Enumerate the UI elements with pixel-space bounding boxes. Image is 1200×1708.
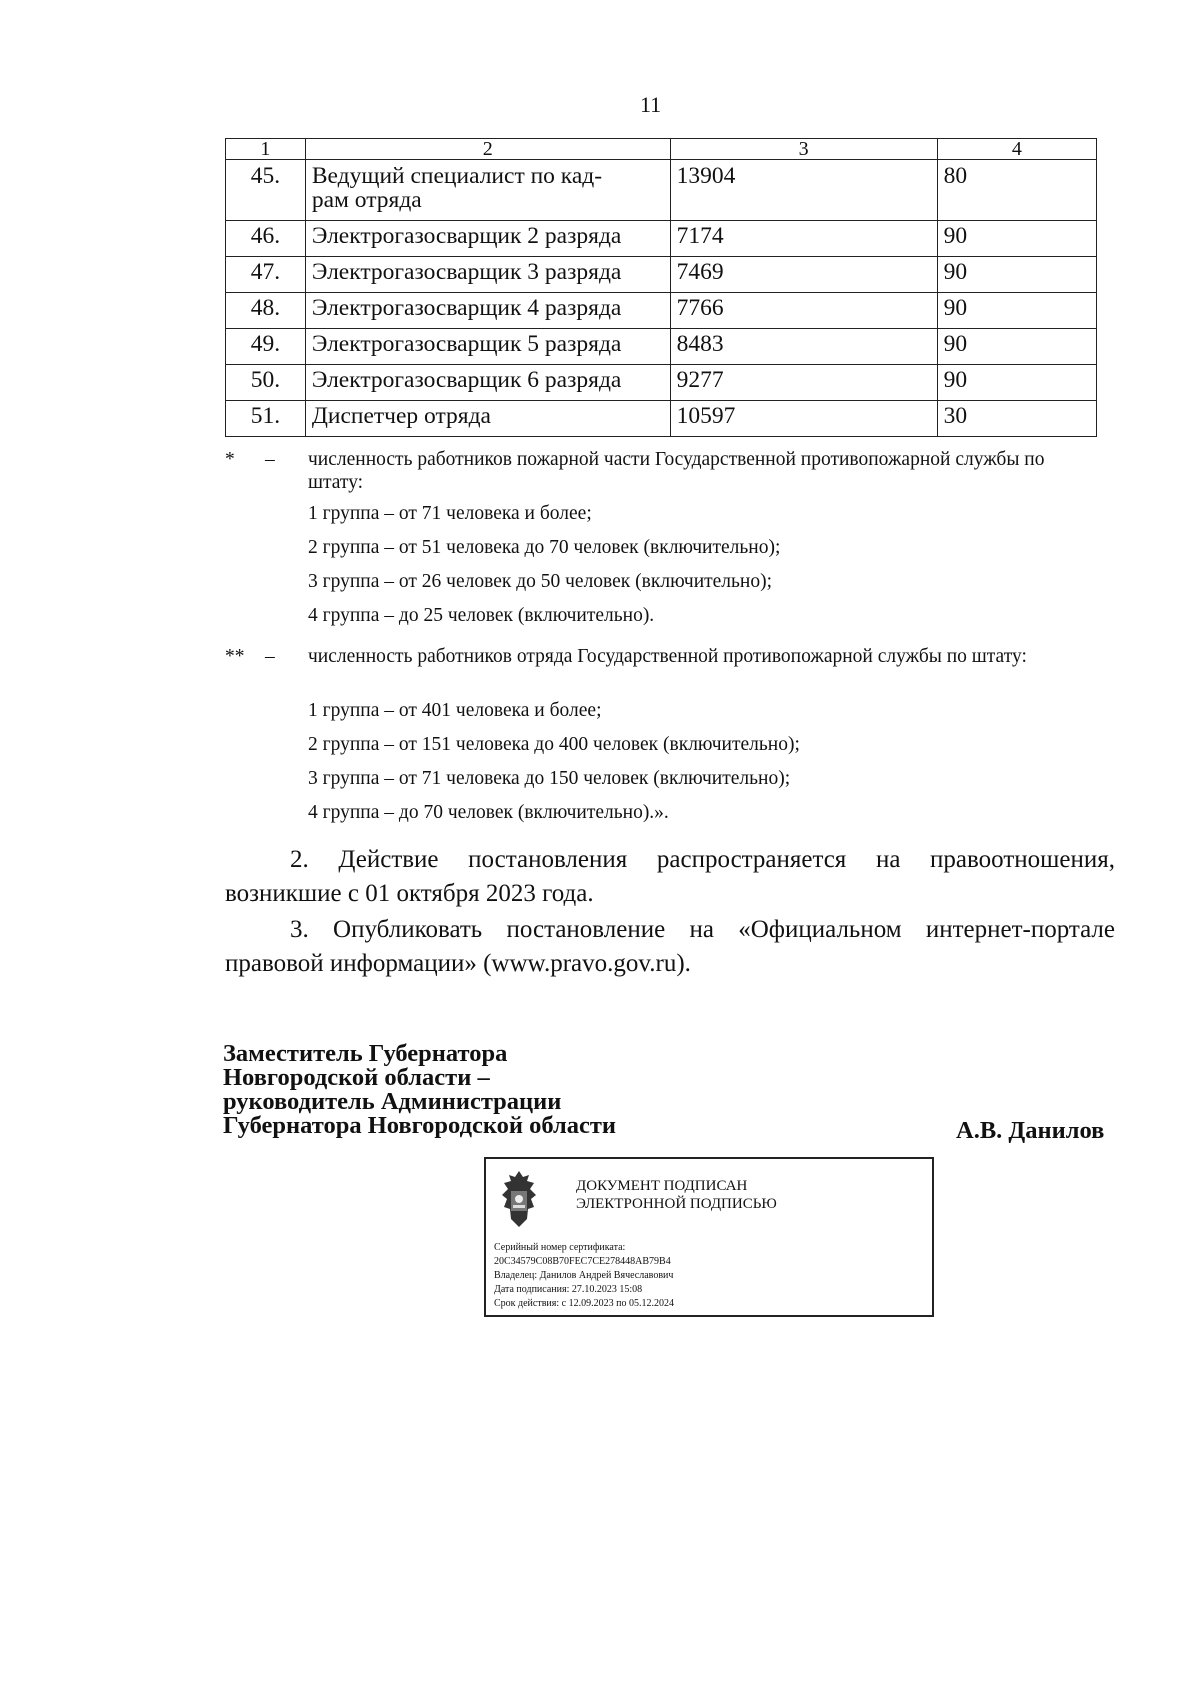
table-row xyxy=(226,329,1097,365)
page-number: 11 xyxy=(640,92,662,117)
table-row xyxy=(226,160,1097,221)
footnote-dash: – xyxy=(265,449,275,470)
salary-cell: 7174 xyxy=(670,221,937,257)
value-cell: 90 xyxy=(937,365,1096,401)
table-row xyxy=(226,221,1097,257)
footnote-item: 3 группа – от 26 человек до 50 человек (включительно); xyxy=(308,571,773,592)
row-number: 51. xyxy=(226,401,306,437)
position-name: Электрогазосварщик 4 разряда xyxy=(305,293,670,329)
position-name-line: рам отряда xyxy=(311,187,422,213)
salary-cell: 13904 xyxy=(670,160,937,221)
position-name: Электрогазосварщик 5 разряда xyxy=(305,329,670,365)
signatory-position-line: Новгородской области – xyxy=(223,1064,490,1091)
paragraph-publication: 3. Опубликовать постановление на «Официальном интернет-портале правовой информации» (www.pravo.gov.ru). xyxy=(225,916,1115,977)
salary-cell: 8483 xyxy=(670,329,937,365)
table-row xyxy=(226,293,1097,329)
footnote-text: численность работников пожарной части Государственной противопожарной службы по штату: xyxy=(308,449,1045,493)
table-row xyxy=(226,401,1097,437)
stamp-details xyxy=(494,1241,674,1311)
footnote-item: 1 группа – от 71 человека и более; xyxy=(308,503,592,524)
table-header-cell: 2 xyxy=(305,139,670,160)
footnote-item: 4 группа – до 25 человек (включительно). xyxy=(308,605,655,626)
stamp-title-line: ДОКУМЕНТ ПОДПИСАН xyxy=(576,1178,748,1194)
signatory-position-line: Заместитель Губернатора xyxy=(223,1040,508,1067)
stamp-owner: Владелец: Данилов Андрей Вячеславович xyxy=(494,1270,674,1281)
salary-cell: 9277 xyxy=(670,365,937,401)
signatory-name: А.В. Данилов xyxy=(956,1117,1105,1144)
footnote-text: численность работников отряда Государственной противопожарной службы по штату: xyxy=(308,646,1027,667)
row-number: 47. xyxy=(226,257,306,293)
footnote-mark: * xyxy=(225,449,235,470)
position-name: Электрогазосварщик 6 разряда xyxy=(305,365,670,401)
stamp-cert-label: Серийный номер сертификата: xyxy=(494,1242,626,1253)
salary-cell: 10597 xyxy=(670,401,937,437)
table-row xyxy=(226,257,1097,293)
footnote-item: 4 группа – до 70 человек (включительно).». xyxy=(308,802,669,823)
table-header-row xyxy=(226,139,1097,160)
position-name-line: Ведущий специалист по кад- xyxy=(311,163,603,189)
coat-of-arms-icon xyxy=(494,1169,544,1229)
value-cell: 90 xyxy=(937,329,1096,365)
table-row xyxy=(226,365,1097,401)
value-cell: 30 xyxy=(937,401,1096,437)
footnote-item: 2 группа – от 51 человека до 70 человек (включительно); xyxy=(308,537,781,558)
value-cell: 90 xyxy=(937,257,1096,293)
footnote-item: 2 группа – от 151 человека до 400 человек (включительно); xyxy=(308,734,800,755)
value-cell: 90 xyxy=(937,293,1096,329)
footnote-item: 1 группа – от 401 человека и более; xyxy=(308,700,602,721)
signatory-position xyxy=(223,1042,616,1138)
value-cell: 80 xyxy=(937,160,1096,221)
positions-table xyxy=(225,138,1097,437)
row-number: 45. xyxy=(226,160,306,221)
row-number: 49. xyxy=(226,329,306,365)
position-name: Диспетчер отряда xyxy=(305,401,670,437)
position-name: Электрогазосварщик 3 разряда xyxy=(305,257,670,293)
signatory-position-line: руководитель Администрации xyxy=(223,1088,562,1115)
row-number: 50. xyxy=(226,365,306,401)
paragraph-effective-date: 2. Действие постановления распространяется на правоотношения, возникшие с 01 октября 2023 года. xyxy=(225,846,1115,907)
row-number: 48. xyxy=(226,293,306,329)
stamp-validity: Срок действия: с 12.09.2023 по 05.12.2024 xyxy=(494,1298,674,1309)
table-header-cell: 3 xyxy=(670,139,937,160)
position-name xyxy=(305,160,670,221)
stamp-cert-serial: 20C34579C08B70FEC7CE278448AB79B4 xyxy=(494,1256,671,1267)
footnote-dash: – xyxy=(265,646,275,667)
position-name: Электрогазосварщик 2 разряда xyxy=(305,221,670,257)
electronic-signature-stamp xyxy=(484,1157,934,1317)
footnote-item: 3 группа – от 71 человека до 150 человек (включительно); xyxy=(308,768,791,789)
stamp-signed-date: Дата подписания: 27.10.2023 15:08 xyxy=(494,1284,643,1295)
footnote-mark: ** xyxy=(225,646,245,667)
stamp-title xyxy=(576,1177,777,1213)
table-header-cell: 4 xyxy=(937,139,1096,160)
value-cell: 90 xyxy=(937,221,1096,257)
row-number: 46. xyxy=(226,221,306,257)
signatory-position-line: Губернатора Новгородской области xyxy=(223,1112,617,1139)
table-header-cell: 1 xyxy=(226,139,306,160)
salary-cell: 7766 xyxy=(670,293,937,329)
salary-cell: 7469 xyxy=(670,257,937,293)
stamp-title-line: ЭЛЕКТРОННОЙ ПОДПИСЬЮ xyxy=(576,1196,777,1212)
